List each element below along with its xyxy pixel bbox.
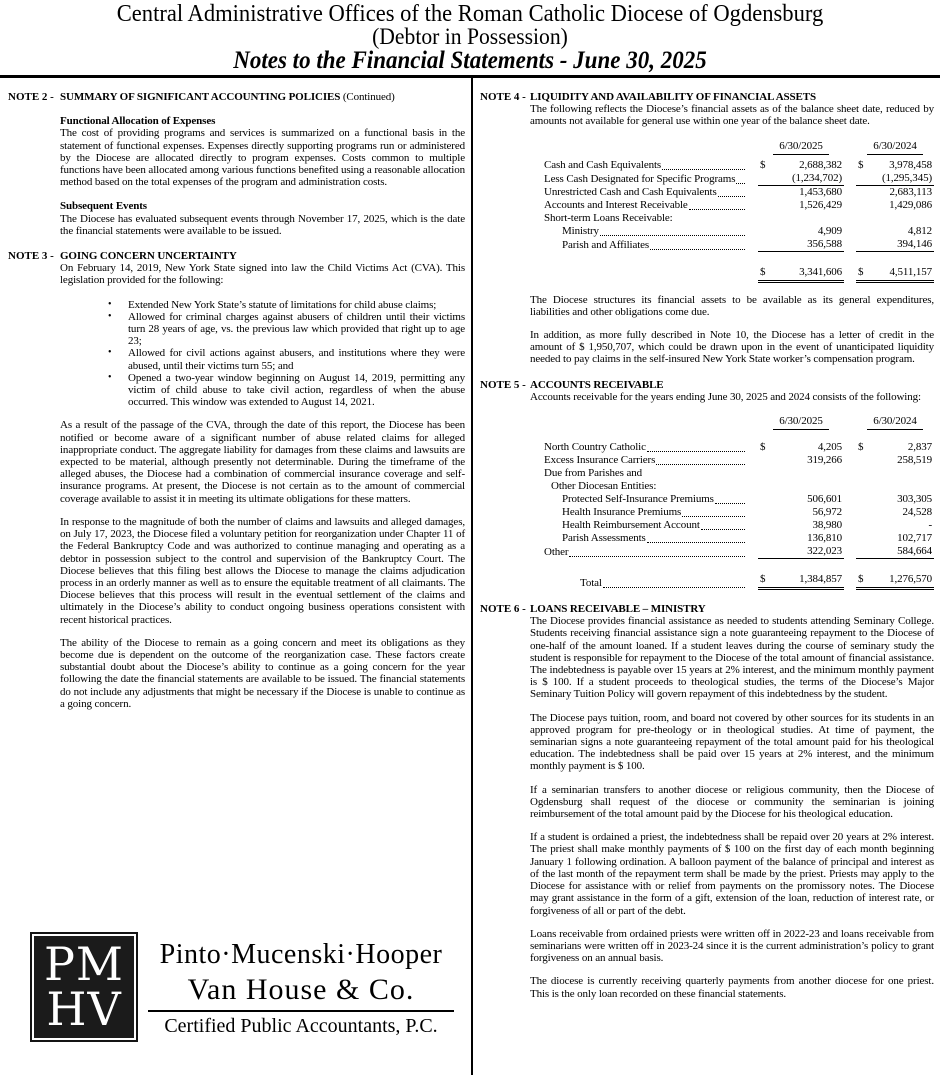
leader-dots [718,186,745,197]
firm-name-line-1: Pinto·Mucenski·Hooper [159,939,443,970]
note-4-intro: The following reflects the Diocese’s financial assets as of the balance sheet date, reduced by amounts not available for general use within one year of the balance sheet date. [530,103,934,128]
table-row [544,159,934,172]
note-4-label: NOTE 4 - [480,91,526,103]
total-2025 [758,573,844,590]
currency-symbol: $ [760,441,766,454]
note-2-section [0,91,471,237]
leader-dots [647,441,745,452]
cell-2025 [758,238,844,252]
note-2-body [60,91,471,237]
currency-symbol: $ [858,573,864,586]
amount: 322,023 [807,545,842,558]
table-row [544,519,934,532]
total-2024 [856,266,934,283]
amount: 24,528 [902,506,932,519]
note-3-intro: On February 14, 2019, New York State signed into law the Child Victims Act (CVA). This legislation provided for the following: [60,262,465,287]
cell-2024 [856,441,934,454]
currency-symbol: $ [858,441,864,454]
amount: 2,683,113 [889,185,932,198]
cell-2025 [758,186,844,199]
total-2024 [856,573,934,590]
note-3-body [60,250,471,710]
list-item [108,347,465,371]
table-row [544,545,934,559]
row-label: Unrestricted Cash and Cash Equivalents [544,185,717,198]
note-4-paragraph-2: In addition, as more fully described in Note 10, the Diocese has a letter of credit in the amount of $ 1,950,707, which could be drawn upon in the event of unanticipated liquidity needed to pay claims in the self-insured New York State worker’s compensation program. [530,329,934,366]
cell-2024 [856,186,934,199]
leader-dots [736,173,745,184]
leader-dots [656,454,745,465]
note-3-section [0,250,471,710]
note-4-body [530,91,940,366]
note-5-section [473,379,940,590]
table-row [544,467,934,480]
note-6-paragraph-2: The Diocese pays tuition, room, and board not covered by other sources for its students in an approved program for pre-theology or in theological studies. At time of payment, the seminarian signs a note guaranteeing repayment of the total amount paid for his theological education. The indebtedness shall be paid over 15 years at 2% interest, and the minimum monthly payment is $ 100. [530,711,934,773]
amount: 3,978,458 [889,158,932,171]
note-6-paragraph-6: The diocese is currently receiving quarterly payments from another diocese for one priest. This is the only loan recorded on these financial statements. [530,975,934,1000]
column-header-2024: 6/30/2024 [856,415,934,430]
currency-symbol: $ [760,265,766,278]
cell-2025 [758,532,844,545]
note-2-paragraph-2: The Diocese has evaluated subsequent events through November 17, 2025, which is the date the financial statements were available to be issued. [60,212,465,237]
leader-dots [603,577,745,588]
table-row [544,186,934,199]
table-row [544,493,934,506]
note-6-paragraph-4: If a student is ordained a priest, the indebtedness shall be repaid over 20 years at 2% interest. The priest shall make monthly payments of $ 100 on the first day of each month beginning January 1 following ordination. A balloon payment of the balance of principal and interest as of the last month of the repayment term shall be made by the priest. Priests may apply to the Diocese for assistance with or relief from payments on the promissory notes. The Diocese may grant assistance in the form of a gift, extension of the loan, reduction of interest rate, or forgiveness of all or part of the debt. [530,831,934,917]
note-6-body [530,603,940,1000]
amount: 1,429,086 [889,198,932,211]
row-label: Accounts and Interest Receivable [544,198,688,211]
leader-dots [569,546,745,557]
amount: 56,972 [812,506,842,519]
table-row [544,506,934,519]
row-label: Health Reimbursement Account [562,519,700,532]
amount: 102,717 [897,532,932,545]
amount: 1,276,570 [889,573,932,586]
row-label: Total [580,577,602,590]
amount: 584,664 [897,545,932,558]
table-row [544,532,934,545]
firm-designation: Certified Public Accountants, P.C. [164,1015,438,1037]
cell-2025 [758,159,844,172]
amount: 1,453,680 [799,185,842,198]
bullet-icon: • [108,347,112,359]
row-label: Due from Parishes and [544,467,642,480]
amount: 4,205 [817,441,842,454]
note-2-subheading-2: Subsequent Events [60,200,147,213]
left-column [0,78,471,1079]
amount: 2,688,382 [799,158,842,171]
amount: 38,980 [812,519,842,532]
cell-2024 [856,506,934,519]
table-row [544,480,934,493]
bullet-text: Allowed for civil actions against abusers, and institutions where they were abused, until their victims turn 55; and [128,347,465,372]
leader-dots [715,493,745,504]
bullet-icon: • [108,371,112,383]
amount: (1,234,702) [791,171,842,184]
accounts-receivable-table [544,415,934,590]
firm-name-block [148,932,454,1039]
list-item [108,372,465,409]
leader-dots [689,199,745,210]
table-total-row [544,573,934,590]
amount: 1,384,857 [799,573,842,586]
list-item [108,311,465,348]
table-row [544,238,934,252]
document-header [0,0,940,73]
cell-2024 [856,454,934,467]
note-2-subheading-1: Functional Allocation of Expenses [60,115,216,128]
two-column-layout [0,78,940,1079]
table-header-row [544,415,934,430]
note-3-paragraph-2: In response to the magnitude of both the number of claims and lawsuits and alleged damages, on July 17, 2023, the Diocese filed a voluntary petition for reorganization under Chapter 11 of the Federal Bankruptcy Code and was authorized to continue managing and operating as a debtor in possession subject to the control and supervision of the Bankruptcy Court. The Diocese believes that this filing best allows the Diocese to manage the claims adjudication process in an orderly manner as well as to ensure the equitable treatment of all claimants. The Diocese believes that this process will result in the eventual settlement of the claims and ultimately in the Diocese’s ability to conduct ongoing business operations consistent with recent historical practices. [60,515,465,626]
cell-2025 [758,225,844,238]
note-3-paragraph-3: The ability of the Diocese to remain as a going concern and meet its obligations as they become due is dependent on the outcome of the reorganization case. These factors create substantial doubt about the Diocese’s ability to continue as a going concern for the year following the date the financial statements are available to be issued. The financial statements do not include any adjustments that might be necessary if the Diocese is unable to continue as a going concern. [60,636,465,710]
cell-2025 [758,519,844,532]
currency-symbol: $ [760,158,766,171]
leader-dots [650,239,745,250]
table-row [544,454,934,467]
amount: - [928,519,932,532]
note-2-title: SUMMARY OF SIGNIFICANT ACCOUNTING POLICIES (Continued) [60,91,395,103]
bullet-text: Extended New York State’s statute of limitations for child abuse claims; [128,298,437,311]
total-2025 [758,266,844,283]
amount: 356,588 [807,237,842,250]
amount: 303,305 [897,493,932,506]
leader-dots [662,159,745,170]
cell-2024 [856,545,934,559]
cell-2024 [856,199,934,212]
amount: 1,526,429 [799,198,842,211]
amount: 319,266 [807,454,842,467]
table-row [544,172,934,186]
note-6-paragraph-3: If a seminarian transfers to another diocese or religious community, then the Diocese of Ogdensburg shall request of the diocese or community the seminarian is joining reimbursement of the total amount paid by the Diocese for his theological education. [530,783,934,821]
amount: 394,146 [897,237,932,250]
note-6-title: LOANS RECEIVABLE – MINISTRY [530,603,706,616]
cell-2024 [856,493,934,506]
cell-2024 [856,225,934,238]
cell-2025 [758,441,844,454]
leader-dots [682,506,745,517]
cell-2025 [758,172,844,186]
note-2-label: NOTE 2 - [8,91,54,103]
cell-2024 [856,172,934,186]
note-5-label: NOTE 5 - [480,378,526,391]
amount: 136,810 [807,532,842,545]
row-label: Protected Self-Insurance Premiums [562,493,714,506]
amount: 506,601 [807,493,842,506]
firm-name-line-2: Van House & Co. [187,973,415,1006]
monogram-top: PM [43,937,125,991]
row-label: Cash and Cash Equivalents [544,158,662,171]
cell-2025 [758,493,844,506]
row-label: Other [544,546,569,559]
note-6-section [473,603,940,1000]
row-label: Ministry [562,224,599,237]
note-2-paragraph-1: The cost of providing programs and services is summarized on a functional basis in the statement of functional expenses. Expenses directly supporting programs run or administered by the Diocese are allocated directly to program expenses. Costs common to multiple functions have been allocated among various functions benefited using a reasonable allocation method based on the total expenses of the program and administration costs. [60,127,465,189]
cell-2025 [758,454,844,467]
table-row [544,225,934,238]
list-item [108,299,465,311]
cva-bullet-list [108,299,465,409]
currency-symbol: $ [760,573,766,586]
bullet-text: Opened a two-year window beginning on August 14, 2019, permitting any victim of child abuse to take civil action, regardless of when the abuse occurred. This window was extended to August 14, 2021. [128,371,465,409]
note-5-body [530,379,940,590]
cell-2024 [856,238,934,252]
currency-symbol: $ [858,158,864,171]
note-3-title: GOING CONCERN UNCERTAINTY [60,250,237,263]
bullet-text: Allowed for criminal charges against abusers of children until their victims turn 28 years of age, vs. the previous law which provided that right up to age 23; [128,310,465,348]
note-6-paragraph-1: The Diocese provides financial assistance as needed to students attending Seminary College. Students receiving financial assistance sign a note guaranteeing repayment to the Diocese of one-half of the amount loaned. If a student leaves during the course of seminary study the student is responsible for repayment to the Diocese of the total amount of financial assistance. The indebtedness is payable over 15 years at 2% interest, and the minimum monthly payment is $ 100. If a student proceeds to theological studies, the terms of the Diocese’s Major Seminary Tuition Policy will govern repayment of this indebtedness by the student. [530,615,934,701]
row-label: Excess Insurance Carriers [544,454,656,467]
table-row [544,212,934,225]
monogram-bottom: HV [46,982,122,1036]
leader-dots [600,225,745,236]
leader-dots [701,519,745,530]
column-header-2025: 6/30/2025 [758,140,844,155]
cell-2024 [856,519,934,532]
accounting-firm-logo [30,932,454,1042]
row-label: Short-term Loans Receivable: [544,211,673,224]
cell-2025 [758,545,844,559]
amount: 4,511,157 [889,265,932,278]
cell-2024 [856,159,934,172]
amount: 4,812 [907,224,932,237]
leader-dots [647,532,745,543]
note-4-section [473,91,940,366]
cell-2025 [758,506,844,519]
liquidity-table [544,140,934,283]
cell-2025 [758,199,844,212]
column-header-2025: 6/30/2025 [758,415,844,430]
amount: 4,909 [817,224,842,237]
table-header-row [544,140,934,155]
amount: (1,295,345) [881,171,932,184]
currency-symbol: $ [858,265,864,278]
row-label: Health Insurance Premiums [562,506,682,519]
right-column [473,78,940,1079]
note-4-paragraph-1: The Diocese structures its financial assets to be available as its general expenditures, liabilities and other obligations come due. [530,293,934,318]
amount: 258,519 [897,454,932,467]
row-label: Parish Assessments [562,532,646,545]
note-3-paragraph-1: As a result of the passage of the CVA, through the date of this report, the Diocese has been notified or become aware of a significant number of abuse related claims for alleged inappropriate conduct. The aggregate liability for damages from these claims and lawsuits are expected to be material, although presently not determinable. During the timeframe of the alleged abuses, the Diocese had a combination of commercial insurance coverage and self-insurance programs. At present, the Diocese is not certain as to the amount of commercial coverage available to assist it in meeting its ultimate obligations for these matters. [60,419,465,505]
header-org-name: Central Administrative Offices of the Roman Catholic Diocese of Ogdensburg [116,1,824,27]
amount: 3,341,606 [799,265,842,278]
pmhv-monogram-mark [30,932,138,1042]
row-label: Other Diocesan Entities: [551,480,657,493]
header-debtor-line: (Debtor in Possession) [372,24,568,49]
bullet-icon: • [108,298,112,310]
table-total-row [544,266,934,283]
row-label: Less Cash Designated for Specific Programs [544,172,736,185]
table-row [544,441,934,454]
note-3-label: NOTE 3 - [8,250,54,263]
row-label: Parish and Affiliates [562,238,650,251]
pmhv-monogram [34,936,134,1038]
amount: 2,837 [907,441,932,454]
note-6-label: NOTE 6 - [480,603,526,616]
cell-2024 [856,532,934,545]
firm-rule [148,1010,454,1012]
bullet-icon: • [108,310,112,322]
row-label: North Country Catholic [544,441,646,454]
page-title: Notes to the Financial Statements - June 30, 2025 [233,47,707,74]
note-5-intro: Accounts receivable for the years ending June 30, 2025 and 2024 consists of the following: [530,390,921,403]
column-header-2024: 6/30/2024 [856,140,934,155]
note-5-title: ACCOUNTS RECEIVABLE [530,378,664,391]
note-6-paragraph-5: Loans receivable from ordained priests were written off in 2022-23 and loans receivable from seminarians were written off in 2023-24 since it is the current administration’s policy to grant forgiveness on an annual basis. [530,927,934,965]
table-row [544,199,934,212]
note-4-title: LIQUIDITY AND AVAILABILITY OF FINANCIAL ASSETS [530,91,816,103]
